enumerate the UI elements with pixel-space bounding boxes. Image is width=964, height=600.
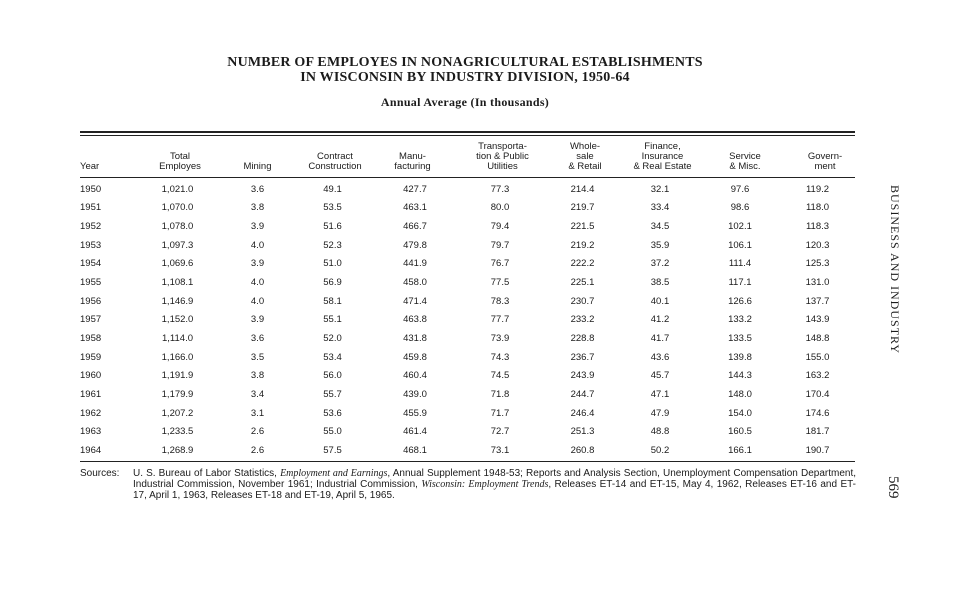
- year-cell: 1952: [80, 221, 102, 233]
- value-cell: 71.7: [490, 407, 510, 419]
- value-cell: 37.2: [650, 258, 670, 270]
- value-cell: 40.1: [650, 295, 670, 307]
- value-cell: 79.4: [490, 221, 510, 233]
- table-row: [80, 329, 855, 348]
- sources-note: [80, 468, 856, 501]
- value-cell: 47.1: [650, 388, 670, 400]
- value-cell: 461.4: [403, 426, 427, 438]
- value-cell: 76.7: [490, 258, 510, 270]
- value-cell: 1,166.0: [161, 351, 194, 363]
- value-cell: 57.5: [323, 444, 342, 456]
- value-cell: 80.0: [490, 202, 510, 214]
- year-cell: 1957: [80, 314, 102, 326]
- value-cell: 3.4: [250, 388, 265, 400]
- value-cell: 35.9: [650, 239, 670, 251]
- year-cell: 1960: [80, 370, 102, 382]
- value-cell: 251.3: [570, 426, 595, 438]
- value-cell: 4.0: [250, 295, 265, 307]
- title-line-2: IN WISCONSIN BY INDUSTRY DIVISION, 1950-64: [300, 70, 630, 85]
- col-header-total: Total Employes: [159, 151, 201, 172]
- table-row: [80, 422, 855, 441]
- sources-label: Sources:: [80, 468, 120, 479]
- year-cell: 1964: [80, 444, 102, 456]
- value-cell: 72.7: [490, 426, 510, 438]
- year-cell: 1959: [80, 351, 102, 363]
- value-cell: 102.1: [728, 221, 752, 233]
- value-cell: 1,233.5: [161, 426, 194, 438]
- value-cell: 53.6: [323, 407, 342, 419]
- page-number: 569: [885, 476, 901, 499]
- table-row: [80, 404, 855, 423]
- value-cell: 441.9: [403, 258, 427, 270]
- value-cell: 471.4: [403, 295, 427, 307]
- section-label: BUSINESS AND INDUSTRY: [888, 185, 902, 355]
- year-cell: 1954: [80, 258, 102, 270]
- col-header-year: Year: [80, 161, 100, 172]
- value-cell: 139.8: [728, 351, 752, 363]
- col-header-government: Govern- ment: [807, 151, 843, 172]
- value-cell: 51.0: [323, 258, 342, 270]
- value-cell: 120.3: [805, 239, 830, 251]
- value-cell: 111.4: [728, 258, 752, 270]
- value-cell: 32.1: [650, 183, 670, 195]
- value-cell: 463.8: [403, 314, 427, 326]
- value-cell: 230.7: [570, 295, 595, 307]
- value-cell: 106.1: [728, 239, 752, 251]
- value-cell: 2.6: [250, 426, 265, 438]
- value-cell: 2.6: [250, 444, 265, 456]
- value-cell: 3.6: [250, 332, 265, 344]
- value-cell: 47.9: [650, 407, 670, 419]
- value-cell: 3.9: [250, 314, 265, 326]
- value-cell: 79.7: [490, 239, 510, 251]
- col-header-service: Service & Misc.: [729, 151, 761, 172]
- value-cell: 73.9: [490, 332, 510, 344]
- value-cell: 1,114.0: [162, 332, 193, 344]
- value-cell: 3.1: [250, 407, 265, 419]
- value-cell: 154.0: [728, 407, 752, 419]
- value-cell: 50.2: [650, 444, 670, 456]
- value-cell: 77.3: [490, 183, 510, 195]
- value-cell: 71.8: [490, 388, 510, 400]
- value-cell: 144.3: [728, 370, 752, 382]
- top-rule-thin: [80, 135, 855, 136]
- value-cell: 43.6: [650, 351, 670, 363]
- value-cell: 137.7: [805, 295, 830, 307]
- value-cell: 3.8: [250, 202, 265, 214]
- value-cell: 1,179.9: [161, 388, 194, 400]
- table-title: [80, 55, 850, 85]
- value-cell: 118.0: [805, 202, 830, 214]
- value-cell: 170.4: [805, 388, 830, 400]
- value-cell: 1,191.9: [161, 370, 194, 382]
- value-cell: 1,070.0: [161, 202, 194, 214]
- value-cell: 1,108.1: [161, 277, 194, 289]
- value-cell: 166.1: [728, 444, 752, 456]
- value-cell: 458.0: [403, 277, 427, 289]
- value-cell: 45.7: [650, 370, 670, 382]
- value-cell: 56.9: [323, 277, 342, 289]
- value-cell: 53.5: [323, 202, 342, 214]
- value-cell: 97.6: [730, 183, 750, 195]
- value-cell: 3.9: [250, 221, 265, 233]
- bottom-rule: [80, 461, 855, 462]
- value-cell: 148.8: [805, 332, 830, 344]
- value-cell: 190.7: [805, 444, 830, 456]
- year-cell: 1958: [80, 332, 102, 344]
- value-cell: 58.1: [323, 295, 342, 307]
- value-cell: 119.2: [805, 183, 830, 195]
- col-header-finance: Finance, Insurance & Real Estate: [633, 141, 692, 172]
- value-cell: 118.3: [805, 221, 830, 233]
- value-cell: 55.7: [323, 388, 342, 400]
- table-subtitle: Annual Average (In thousands): [380, 95, 550, 109]
- value-cell: 34.5: [650, 221, 670, 233]
- table-row: [80, 310, 855, 329]
- value-cell: 51.6: [323, 221, 342, 233]
- value-cell: 228.8: [570, 332, 595, 344]
- value-cell: 126.6: [728, 295, 752, 307]
- table-row: [80, 255, 855, 274]
- table-row: [80, 199, 855, 218]
- table-row: [80, 385, 855, 404]
- year-cell: 1953: [80, 239, 102, 251]
- value-cell: 459.8: [403, 351, 427, 363]
- table-row: [80, 348, 855, 367]
- value-cell: 74.5: [490, 370, 510, 382]
- value-cell: 260.8: [570, 444, 595, 456]
- value-cell: 468.1: [403, 444, 427, 456]
- year-cell: 1951: [80, 202, 102, 214]
- value-cell: 98.6: [730, 202, 750, 214]
- value-cell: 117.1: [728, 277, 752, 289]
- value-cell: 219.7: [570, 202, 595, 214]
- value-cell: 221.5: [570, 221, 595, 233]
- value-cell: 3.8: [250, 370, 265, 382]
- value-cell: 52.0: [323, 332, 342, 344]
- value-cell: 431.8: [403, 332, 427, 344]
- value-cell: 77.7: [490, 314, 510, 326]
- value-cell: 1,152.0: [161, 314, 194, 326]
- value-cell: 41.2: [650, 314, 670, 326]
- value-cell: 1,069.6: [161, 258, 194, 270]
- value-cell: 49.1: [323, 183, 342, 195]
- value-cell: 439.0: [403, 388, 427, 400]
- value-cell: 33.4: [650, 202, 670, 214]
- value-cell: 131.0: [805, 277, 830, 289]
- col-header-transportation: Transporta- tion & Public Utilities: [476, 141, 529, 172]
- header-rule: [80, 177, 855, 178]
- value-cell: 4.0: [250, 277, 265, 289]
- value-cell: 479.8: [403, 239, 427, 251]
- value-cell: 148.0: [728, 388, 752, 400]
- value-cell: 133.2: [728, 314, 752, 326]
- value-cell: 244.7: [570, 388, 595, 400]
- col-header-wholesale: Whole- sale & Retail: [568, 141, 602, 172]
- value-cell: 1,078.0: [161, 221, 194, 233]
- col-header-mining: Mining: [243, 161, 272, 172]
- value-cell: 4.0: [250, 239, 265, 251]
- value-cell: 233.2: [570, 314, 595, 326]
- value-cell: 1,146.9: [161, 295, 194, 307]
- value-cell: 143.9: [805, 314, 830, 326]
- value-cell: 41.7: [650, 332, 670, 344]
- value-cell: 52.3: [323, 239, 342, 251]
- value-cell: 133.5: [728, 332, 752, 344]
- year-cell: 1961: [80, 388, 102, 400]
- employment-table: [80, 180, 855, 460]
- value-cell: 1,207.2: [161, 407, 194, 419]
- value-cell: 155.0: [805, 351, 830, 363]
- value-cell: 163.2: [805, 370, 830, 382]
- value-cell: 460.4: [403, 370, 427, 382]
- year-cell: 1950: [80, 183, 102, 195]
- value-cell: 125.3: [805, 258, 830, 270]
- value-cell: 236.7: [570, 351, 595, 363]
- col-header-construction: Contract Construction: [308, 151, 362, 172]
- value-cell: 225.1: [570, 277, 595, 289]
- table-row: [80, 217, 855, 236]
- value-cell: 55.1: [323, 314, 342, 326]
- value-cell: 181.7: [805, 426, 830, 438]
- value-cell: 455.9: [403, 407, 427, 419]
- value-cell: 78.3: [490, 295, 510, 307]
- title-line-1: NUMBER OF EMPLOYES IN NONAGRICULTURAL ESTABLISHMENTS: [227, 55, 703, 70]
- value-cell: 1,097.3: [161, 239, 194, 251]
- col-header-manufacturing: Manu- facturing: [394, 151, 431, 172]
- year-cell: 1956: [80, 295, 102, 307]
- value-cell: 55.0: [323, 426, 342, 438]
- value-cell: 73.1: [490, 444, 510, 456]
- value-cell: 53.4: [323, 351, 342, 363]
- value-cell: 38.5: [650, 277, 670, 289]
- value-cell: 74.3: [490, 351, 510, 363]
- value-cell: 160.5: [728, 426, 752, 438]
- table-row: [80, 180, 855, 199]
- value-cell: 3.6: [250, 183, 265, 195]
- table-row: [80, 273, 855, 292]
- year-cell: 1962: [80, 407, 102, 419]
- value-cell: 243.9: [570, 370, 595, 382]
- value-cell: 222.2: [570, 258, 595, 270]
- top-rule-thick: [80, 131, 855, 133]
- value-cell: 1,021.0: [161, 183, 194, 195]
- value-cell: 56.0: [323, 370, 342, 382]
- value-cell: 246.4: [570, 407, 595, 419]
- value-cell: 214.4: [570, 183, 595, 195]
- table-row: [80, 236, 855, 255]
- year-cell: 1963: [80, 426, 102, 438]
- value-cell: 427.7: [403, 183, 427, 195]
- value-cell: 466.7: [403, 221, 427, 233]
- value-cell: 77.5: [490, 277, 510, 289]
- value-cell: 219.2: [570, 239, 595, 251]
- table-row: [80, 366, 855, 385]
- value-cell: 3.5: [250, 351, 265, 363]
- value-cell: 174.6: [805, 407, 830, 419]
- value-cell: 1,268.9: [161, 444, 194, 456]
- sources-text: U. S. Bureau of Labor Statistics, Employment and Earnings, Annual Supplement 1948-53; Reports and Analysis Section, Unemployment Compensation Department, Industrial Commission, November 1961; Industrial Commission, Wisconsin: Employment Trends, Releases ET-14 and ET-15, May 4, 1962, Releases ET-16 and ET-17, April 1, 1963, Releases ET-18 and ET-19, April 5, 1965.: [133, 468, 856, 501]
- year-cell: 1955: [80, 277, 102, 289]
- value-cell: 48.8: [650, 426, 670, 438]
- value-cell: 3.9: [250, 258, 265, 270]
- table-row: [80, 292, 855, 311]
- value-cell: 463.1: [403, 202, 427, 214]
- table-row: [80, 441, 855, 460]
